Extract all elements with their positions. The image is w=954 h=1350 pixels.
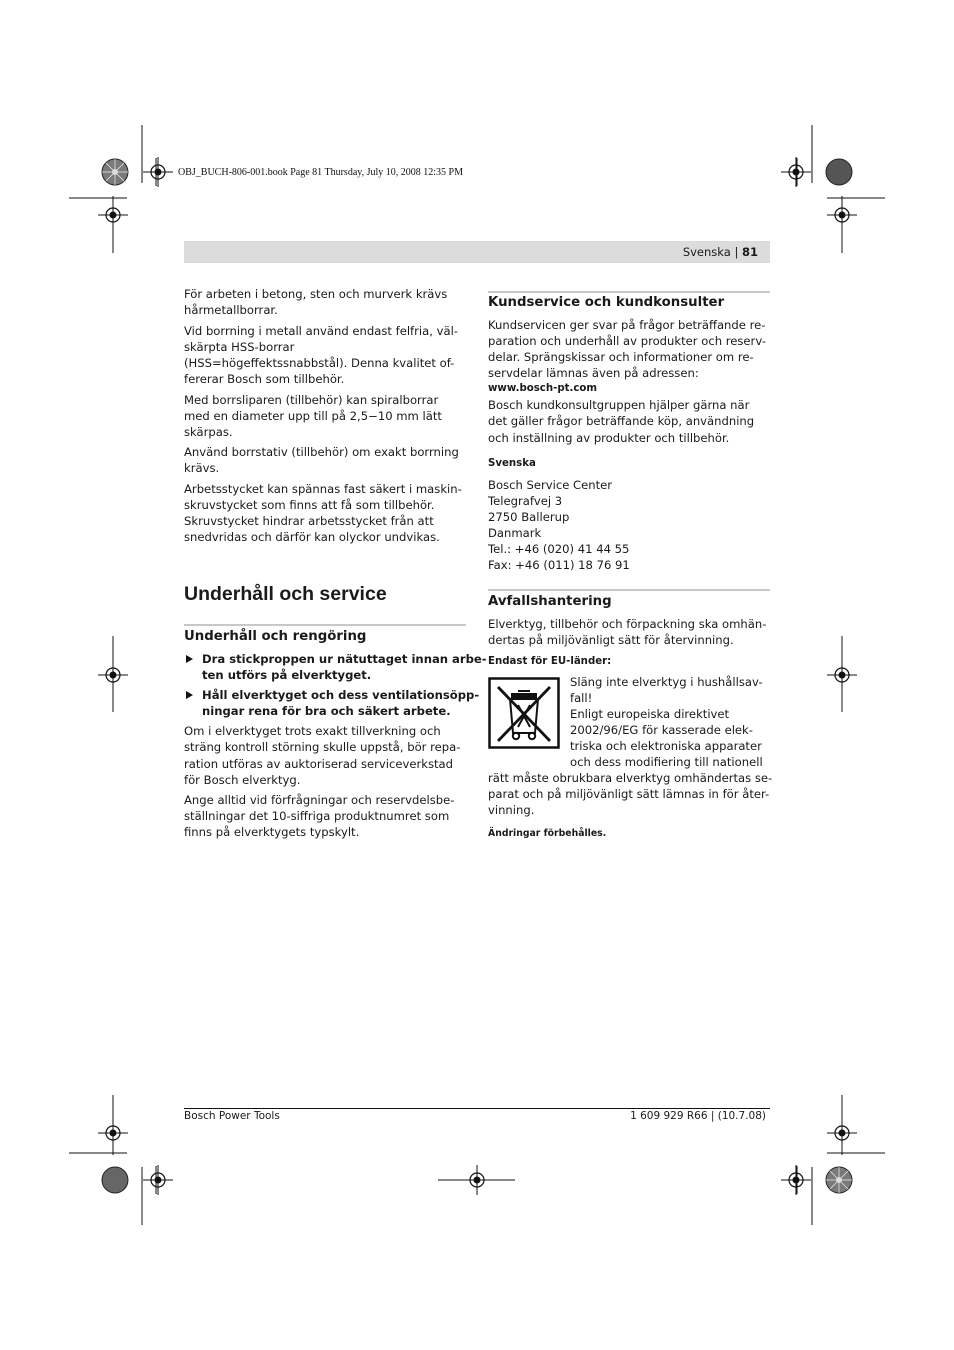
subsection-title: Underhåll och rengöring: [184, 629, 367, 644]
disposal-rule: [488, 589, 770, 591]
eu-heading: Endast för EU-länder:: [488, 656, 612, 668]
disposal-text: [488, 616, 778, 648]
eu-line: parat och på miljövänligt sätt lämnas in för åter-: [488, 787, 770, 802]
print-slug: OBJ_BUCH-806-001.book Page 81 Thursday, July 10, 2008 12:35 PM: [178, 167, 464, 178]
warning-line: ten utförs på elverktyget.: [202, 668, 372, 683]
warning-item: [184, 687, 480, 719]
service-line: paration och underhåll av produkter och reserv-: [488, 334, 767, 349]
eu-full-text: [488, 770, 778, 842]
address-line: Bosch Service Center: [488, 477, 613, 492]
registration-mark-lower-right: [827, 1118, 857, 1148]
registration-mark-upper-right: [827, 200, 857, 230]
header-text: [683, 241, 758, 263]
paragraph-line: finns på elverktygets typskylt.: [184, 825, 360, 840]
warning-line: ningar rena för bra och säkert arbete.: [202, 704, 451, 719]
color-wheel-bottom-right: [825, 1166, 853, 1194]
warning-list: [184, 651, 487, 719]
eu-line: fall!: [570, 691, 593, 706]
changes-note: Ändringar förbehålles.: [488, 828, 607, 840]
eu-line: Enligt europeiska direktivet: [570, 707, 730, 722]
disposal-line: dertas på miljövänligt sätt för återvinning.: [488, 633, 734, 648]
eu-line: rätt måste obrukbara elverktyg omhändertas se-: [488, 771, 773, 785]
bullet-arrow-icon: [186, 655, 193, 663]
paragraph-line: för Bosch elverktyg.: [184, 772, 301, 787]
registration-mark-upper-left: [98, 200, 128, 230]
registration-mark-mid-left: [98, 660, 128, 690]
registration-mark-lower-left: [98, 1118, 128, 1148]
website-link[interactable]: www.bosch-pt.com: [488, 383, 598, 395]
paragraph-line: Skruvstycket hindrar arbetsstycket från att: [184, 514, 434, 529]
consult-text: [488, 397, 778, 445]
paragraph-line: ställningar det 10-siffriga produktnumret som: [184, 809, 450, 824]
paragraph-line: Arbetsstycket kan spännas fast säkert i maskin-: [184, 482, 462, 497]
paragraph: [184, 723, 474, 787]
page-number: 81: [741, 245, 758, 259]
paragraph-line: krävs.: [184, 461, 220, 476]
paragraph: [184, 392, 474, 440]
consult-line: det gäller frågor beträffande köp, användning: [488, 414, 755, 429]
eu-line: triska och elektroniska apparater: [570, 739, 762, 754]
address-line: 2750 Ballerup: [488, 509, 570, 524]
service-address: [488, 477, 778, 574]
warning-line: Håll elverktyget och dess ventilationsöpp-: [202, 688, 480, 703]
paragraph: [184, 792, 474, 840]
subsection-rule: [184, 624, 466, 626]
registration-mark-bottom-left: [143, 1165, 173, 1195]
service-paragraphs: [184, 723, 474, 840]
footer-rule: [184, 1108, 770, 1109]
paragraph-line: Vid borrning i metall använd endast felfria, väl-: [184, 323, 458, 338]
left-lower: [184, 651, 487, 845]
eu-line: Släng inte elverktyg i hushållsav-: [570, 675, 763, 689]
paragraph-line: skärpas.: [184, 424, 233, 439]
warning-item: [184, 651, 487, 683]
eu-side-text: [570, 674, 780, 771]
eu-line: vinning.: [488, 803, 535, 818]
header-language: Svenska: [682, 245, 731, 259]
paragraph-line: ration utföras av auktoriserad serviceverkstad: [184, 756, 454, 771]
paragraph-line: Med borrsliparen (tillbehör) kan spiralborrar: [184, 392, 439, 407]
crossed-out-wheelie-bin-icon: [488, 677, 560, 749]
address-line: Telegrafvej 3: [488, 493, 563, 508]
eu-line: och dess modifiering till nationell: [570, 755, 763, 770]
paragraph: [184, 481, 474, 545]
service-text: [488, 317, 778, 381]
service-line: servdelar lämnas även på adressen:: [488, 366, 699, 381]
country-heading: Svenska: [488, 457, 536, 469]
paragraph: [184, 323, 474, 387]
service-line: delar. Sprängskissar och informationer om re-: [488, 350, 754, 365]
address-line: Tel.: +46 (020) 41 44 55: [488, 542, 630, 557]
footer-right: 1 609 929 R66 | (10.7.08): [630, 1110, 766, 1122]
paragraph-line: För arbeten i betong, sten och murverk krävs: [184, 287, 448, 301]
paragraph: [184, 286, 474, 318]
disposal-line: Elverktyg, tillbehör och förpackning ska omhän-: [488, 617, 767, 631]
registration-mark-bottom-center: [462, 1165, 492, 1195]
service-title: Kundservice och kundkonsulter: [488, 295, 725, 310]
disposal-title: Avfallshantering: [488, 594, 612, 609]
registration-mark-bottom-right: [781, 1165, 811, 1195]
paragraph-line: skärpta HSS-borrar: [184, 339, 295, 354]
disposal-block: [488, 616, 778, 676]
paragraph-line: Om i elverktyget trots exakt tillverkning och: [184, 724, 441, 739]
paragraph-line: (HSS=högeffektssnabbstål). Denna kvalitet of-: [184, 355, 455, 370]
paragraph-line: hårmetallborrar.: [184, 303, 278, 318]
color-wheel-top-right: [825, 158, 853, 186]
left-column: [184, 286, 474, 550]
address-line: Danmark: [488, 526, 542, 541]
consult-line: Bosch kundkonsultgruppen hjälper gärna när: [488, 398, 750, 413]
color-wheel-bottom-left: [101, 1166, 129, 1194]
section-title: Underhåll och service: [184, 583, 387, 605]
paragraph: [184, 444, 474, 476]
footer-left: Bosch Power Tools: [184, 1110, 280, 1122]
paragraph-line: sträng kontroll störning skulle uppstå, bör repa-: [184, 740, 461, 755]
intro-paragraphs: [184, 286, 474, 545]
service-block: [488, 317, 778, 573]
paragraph-line: skruvstycket som finns att få som tillbehör.: [184, 498, 435, 513]
eu-line: 2002/96/EG för kasserade elek-: [570, 723, 753, 738]
header-separator: |: [734, 245, 739, 259]
service-rule: [488, 291, 770, 293]
paragraph-line: Använd borrstativ (tillbehör) om exakt borrning: [184, 445, 459, 460]
service-line: Kundservicen ger svar på frågor beträffande re-: [488, 318, 766, 332]
registration-mark-top-right: [781, 157, 811, 187]
paragraph-line: snedvridas och därför kan olyckor undvikas.: [184, 530, 440, 545]
color-wheel-top-left: [101, 158, 129, 186]
registration-mark-top-left: [143, 157, 173, 187]
paragraph-line: fererar Bosch som tillbehör.: [184, 371, 345, 386]
paragraph-line: Ange alltid vid förfrågningar och reservdelsbe-: [184, 793, 455, 808]
running-header: [184, 241, 770, 263]
consult-line: och inställning av produkter och tillbehör.: [488, 430, 730, 445]
paragraph-line: med en diameter upp till på 2,5−10 mm lätt: [184, 408, 442, 423]
address-line: Fax: +46 (011) 18 76 91: [488, 558, 630, 573]
registration-mark-mid-right: [827, 660, 857, 690]
warning-line: Dra stickproppen ur nätuttaget innan arbe-: [202, 652, 487, 666]
bullet-arrow-icon: [186, 691, 193, 699]
